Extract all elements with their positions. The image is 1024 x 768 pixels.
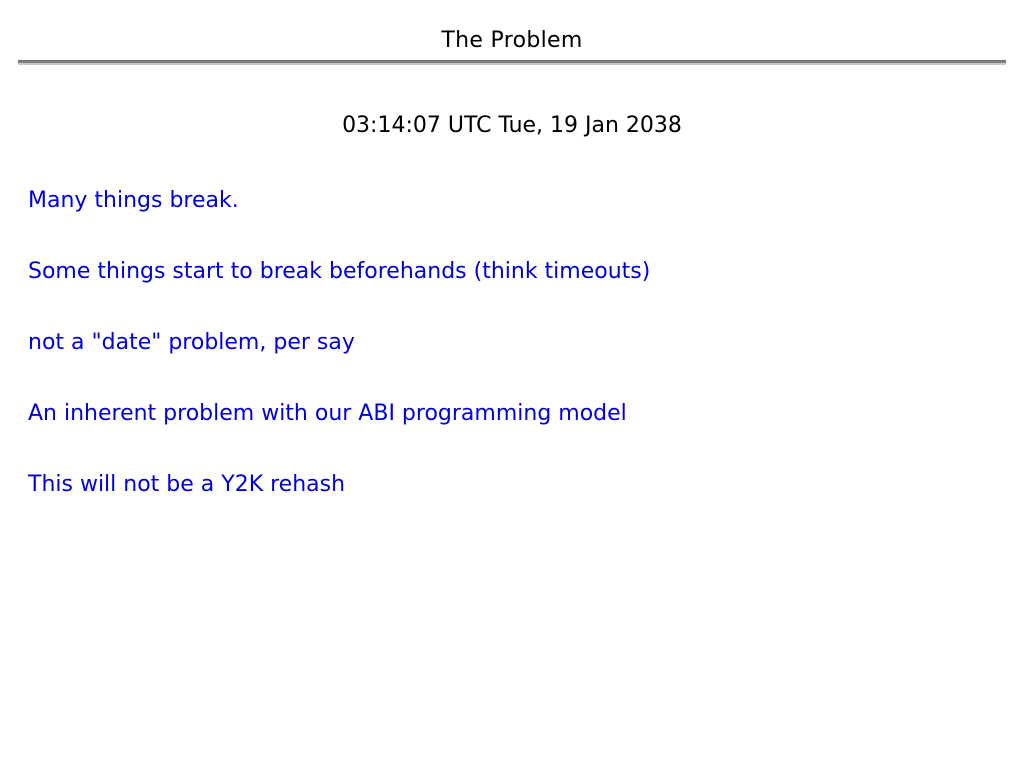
list-item: not a "date" problem, per say <box>28 330 355 355</box>
title-divider <box>18 60 1006 65</box>
bullet-list <box>28 190 988 545</box>
list-item: Many things break. <box>28 188 239 213</box>
timestamp-text: 03:14:07 UTC Tue, 19 Jan 2038 <box>342 113 682 138</box>
page-title: The Problem <box>441 28 583 53</box>
list-item: This will not be a Y2K rehash <box>28 472 346 497</box>
list-item: An inherent problem with our ABI programming model <box>28 401 627 426</box>
list-item: Some things start to break beforehands (think timeouts) <box>28 259 651 284</box>
